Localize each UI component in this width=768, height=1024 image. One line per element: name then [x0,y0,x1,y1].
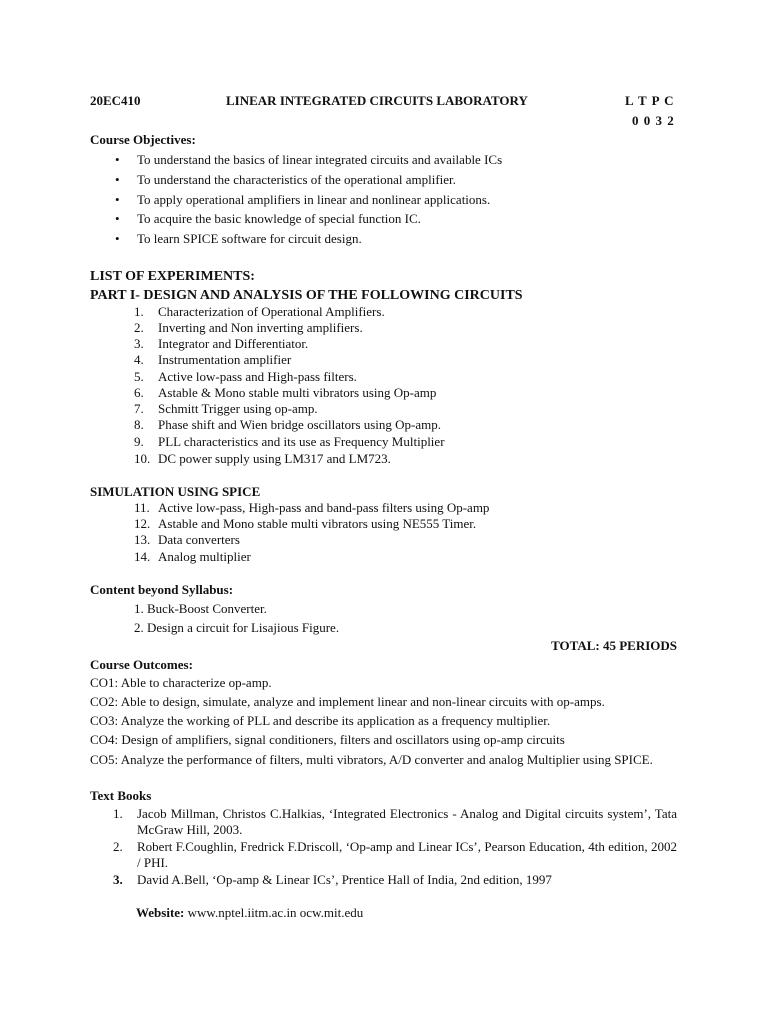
experiment-item [134,401,318,417]
beyond-item [134,620,339,636]
item-text: Astable and Mono stable multi vibrators using NE555 Timer. [158,516,477,531]
item-text: Active low-pass and High-pass filters. [158,369,357,384]
ltpc-label: L T P C [625,93,675,108]
item-number: 6. [134,385,144,400]
objective-text: To apply operational amplifiers in linear and nonlinear applications. [137,192,491,207]
objective-text: To understand the basics of linear integrated circuits and available ICs [137,152,503,167]
bullet-icon: • [115,231,120,246]
website-line [136,905,363,921]
part1-heading: PART I- DESIGN AND ANALYSIS OF THE FOLLOWING CIRCUITS [90,288,523,303]
experiment-item [134,549,251,565]
experiment-item [134,304,385,320]
outcomes-heading: Course Outcomes: [90,657,193,672]
item-text: Active low-pass, High-pass and band-pass filters using Op-amp [158,500,490,515]
bullet-icon: • [115,172,120,187]
item-text: Phase shift and Wien bridge oscillators using Op-amp. [158,417,442,432]
outcome-item: CO3: Analyze the working of PLL and describe its application as a frequency multiplier. [90,713,551,728]
objective-item [115,231,362,247]
item-number: 7. [134,401,144,416]
objective-item [115,152,502,168]
total-periods: TOTAL: 45 PERIODS [551,638,677,653]
item-text: Analog multiplier [158,549,251,564]
item-number: 14. [134,549,151,564]
website-label: Website: [136,905,185,920]
item-text: DC power supply using LM317 and LM723. [158,451,391,466]
experiment-item [134,434,445,450]
item-number: 1. [113,806,123,821]
item-number: 3. [134,336,144,351]
experiment-item [134,369,357,385]
beyond-heading: Content beyond Syllabus: [90,582,234,597]
objective-item [115,172,456,188]
item-number: 11. [134,500,150,515]
bullet-icon: • [115,192,120,207]
objective-item [115,192,490,208]
objective-text: To understand the characteristics of the operational amplifier. [137,172,456,187]
item-text: Design a circuit for Lisajious Figure. [147,620,340,635]
ltpc-values: 0 0 3 2 [632,113,675,128]
experiment-item [134,352,291,368]
experiment-item [134,417,441,433]
outcome-item: CO5: Analyze the performance of filters, multi vibrators, A/D converter and analog Multiplier using SPICE. [90,752,653,767]
item-number: 1. [134,601,144,616]
item-number: 9. [134,434,144,449]
experiment-item [134,336,308,352]
item-text: Inverting and Non inverting amplifiers. [158,320,363,335]
item-text: Astable & Mono stable multi vibrators using Op-amp [158,385,437,400]
item-text: Schmitt Trigger using op-amp. [158,401,318,416]
course-title: LINEAR INTEGRATED CIRCUITS LABORATORY [226,93,528,108]
item-number: 4. [134,352,144,367]
item-text: Buck-Boost Converter. [147,601,267,616]
outcome-item: CO1: Able to characterize op-amp. [90,675,272,690]
textbook-item [113,872,677,888]
objectives-heading: Course Objectives: [90,132,196,147]
item-text: David A.Bell, ‘Op-amp & Linear ICs’, Prentice Hall of India, 2nd edition, 1997 [137,872,552,887]
course-code: 20EC410 [90,93,141,108]
item-number: 5. [134,369,144,384]
experiment-item [134,385,436,401]
beyond-item [134,601,267,617]
textbook-item [113,839,677,871]
experiments-heading: LIST OF EXPERIMENTS: [90,269,255,284]
item-number: 2. [134,620,144,635]
bullet-icon: • [115,211,120,226]
objective-item [115,211,421,227]
item-text: Instrumentation amplifier [158,352,292,367]
item-text: PLL characteristics and its use as Frequency Multiplier [158,434,445,449]
outcome-item: CO2: Able to design, simulate, analyze and implement linear and non-linear circuits with op-amps. [90,694,605,709]
experiment-item [134,532,240,548]
item-number: 2. [113,839,123,854]
experiment-item [134,500,489,516]
textbook-item [113,806,677,838]
item-number: 3. [113,872,123,887]
experiment-item [134,451,391,467]
objective-text: To learn SPICE software for circuit design. [137,231,362,246]
item-text: Characterization of Operational Amplifiers. [158,304,385,319]
item-number: 8. [134,417,144,432]
item-number: 2. [134,320,144,335]
outcome-item: CO4: Design of amplifiers, signal conditioners, filters and oscillators using op-amp circuits [90,732,565,747]
textbooks-heading: Text Books [90,788,152,803]
website-link[interactable]: www.nptel.iitm.ac.in ocw.mit.edu [187,905,364,920]
item-number: 1. [134,304,144,319]
experiment-item [134,516,476,532]
item-number: 10. [134,451,151,466]
experiment-item [134,320,363,336]
objective-text: To acquire the basic knowledge of special function IC. [137,211,421,226]
simulation-heading: SIMULATION USING SPICE [90,484,261,499]
item-number: 13. [134,532,151,547]
item-text: Integrator and Differentiator. [158,336,309,351]
item-text: Jacob Millman, Christos C.Halkias, ‘Integrated Electronics - Analog and Digital circuits system’, Tata McGraw Hill, 2003. [137,806,677,837]
item-number: 12. [134,516,151,531]
item-text: Data converters [158,532,240,547]
item-text: Robert F.Coughlin, Fredrick F.Driscoll, ‘Op-amp and Linear ICs’, Pearson Education, 4th edition, 2002 / PHI. [137,839,677,870]
bullet-icon: • [115,152,120,167]
